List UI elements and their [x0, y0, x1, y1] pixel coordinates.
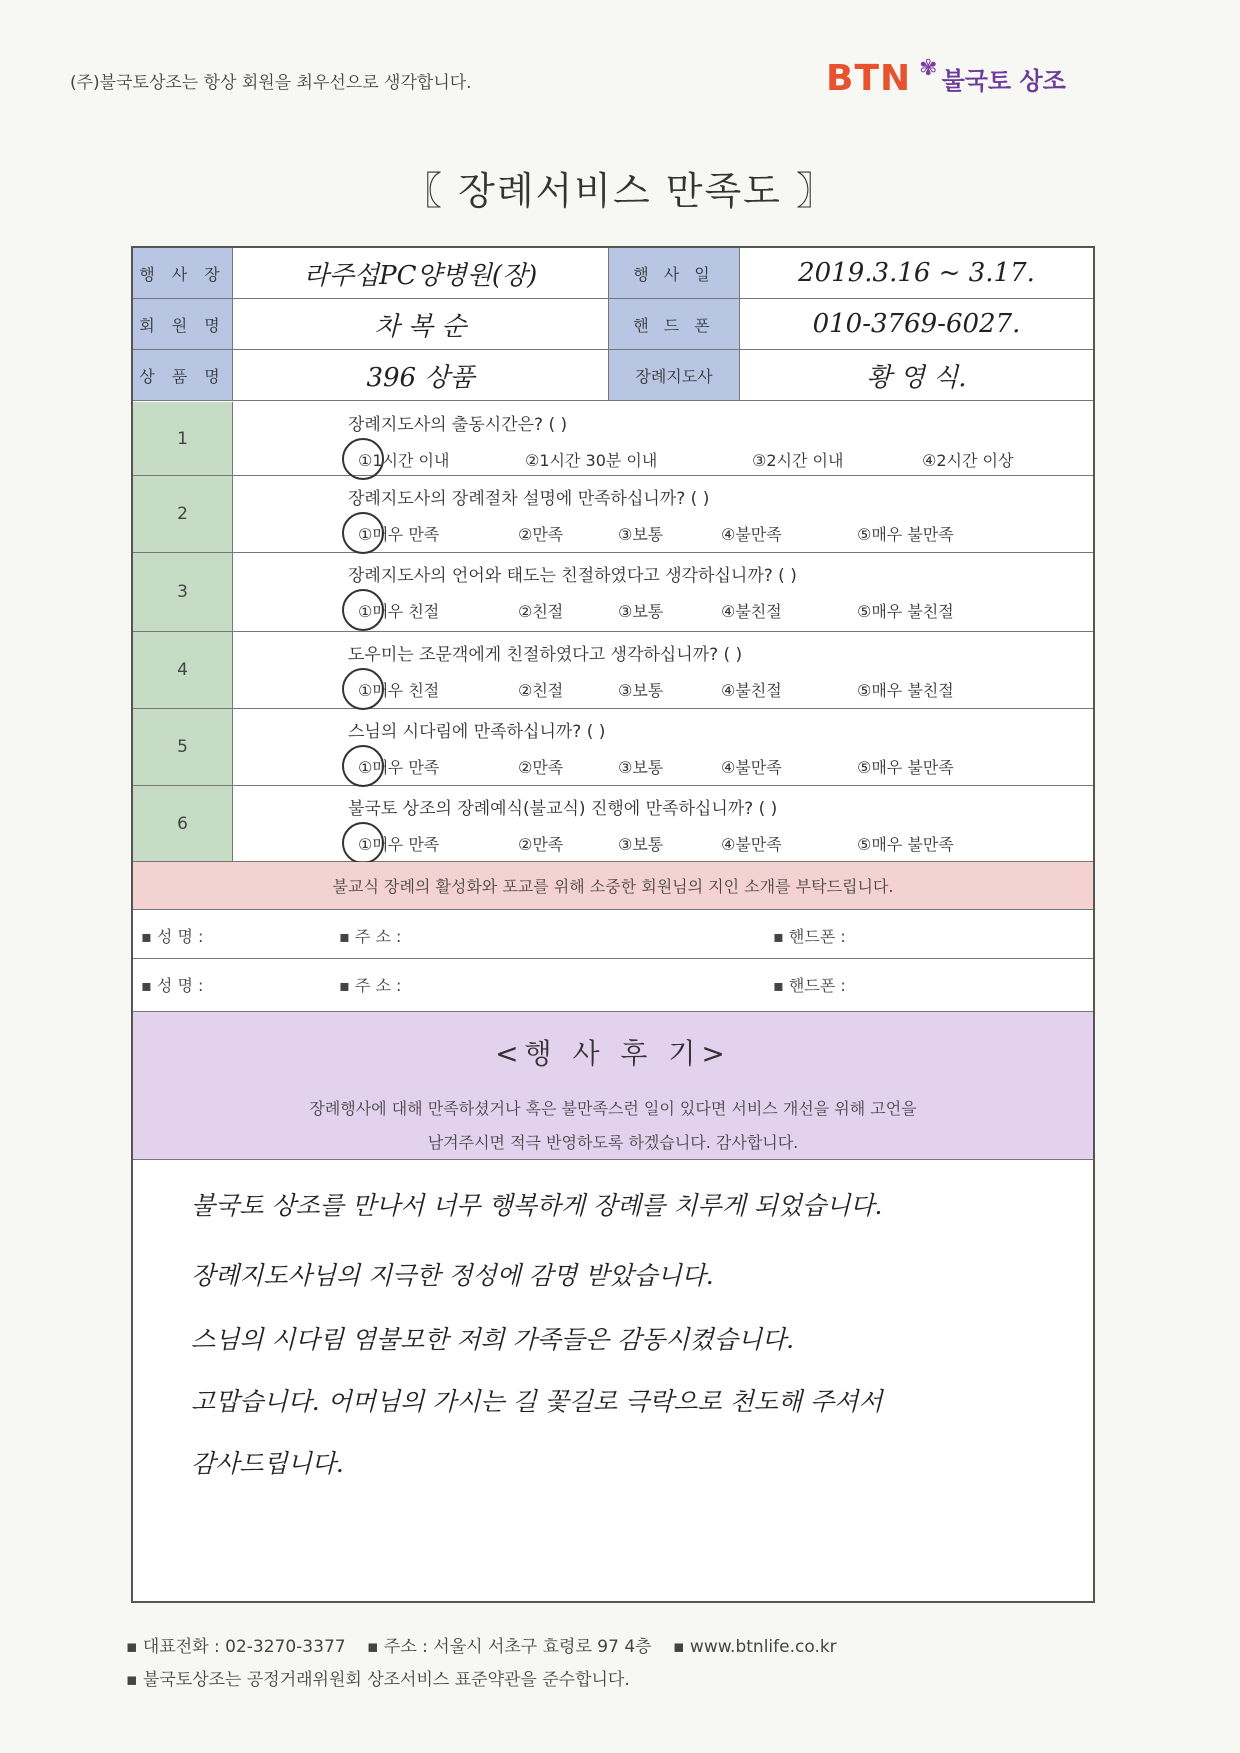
brand-btn-text: BTN: [826, 58, 912, 99]
option-5[interactable]: ⑤매우 불친절: [857, 602, 954, 621]
option-1[interactable]: ①1시간 이내: [358, 451, 450, 470]
option-5[interactable]: ⑤매우 불만족: [857, 758, 954, 777]
question-text: 장례지도사의 장례절차 설명에 만족하십니까? ( ): [348, 489, 710, 509]
question-number: 1: [133, 402, 233, 475]
product-value[interactable]: 396 상품: [233, 350, 609, 400]
venue-label: 행 사 장: [133, 248, 233, 298]
footer-phone: ▪ 대표전화 : 02-3270-3377: [126, 1637, 346, 1657]
option-4[interactable]: ④불만족: [721, 525, 782, 544]
option-3[interactable]: ③보통: [618, 758, 664, 777]
option-4[interactable]: ④불만족: [721, 758, 782, 777]
option-4[interactable]: ④불만족: [721, 835, 782, 854]
director-value[interactable]: 황 영 식.: [866, 362, 967, 393]
question-number: 4: [133, 632, 233, 708]
question-2: [133, 476, 1093, 553]
option-3[interactable]: ③보통: [618, 525, 664, 544]
question-number: 5: [133, 709, 233, 785]
question-options: [358, 599, 954, 622]
footer-website[interactable]: ▪ www.btnlife.co.kr: [672, 1637, 837, 1657]
option-4[interactable]: ④2시간 이상: [922, 451, 1014, 470]
handwritten-review-line-5: 감사드립니다.: [191, 1449, 344, 1478]
option-2[interactable]: ②친절: [518, 681, 564, 700]
option-2[interactable]: ②만족: [518, 758, 564, 777]
option-1[interactable]: ①매우 친절: [358, 602, 440, 621]
review-desc-line-2: 남겨주시면 적극 반영하도록 하겠습니다. 감사합니다.: [427, 1133, 799, 1152]
referral-phone-label: ▪ 핸드폰 :: [773, 976, 846, 995]
venue-value[interactable]: 라주섭PC양병원(장): [233, 248, 609, 298]
question-6: [133, 786, 1093, 862]
referral-name-label: ▪ 성 명 :: [141, 976, 204, 995]
page-title: 〖 장례서비스 만족도 〗: [404, 169, 836, 213]
brand-logo: [826, 58, 1066, 99]
handwritten-review-line-1: 불국토 상조를 만나서 너무 행복하게 장례를 치루게 되었습니다.: [191, 1191, 883, 1220]
question-text: 스님의 시다림에 만족하십니까? ( ): [348, 722, 606, 742]
review-description: [133, 1092, 1093, 1160]
option-5[interactable]: ⑤매우 불만족: [857, 835, 954, 854]
option-1[interactable]: ①매우 만족: [358, 835, 440, 854]
handwritten-review-line-3: 스님의 시다림 염불모한 저희 가족들은 감동시켰습니다.: [191, 1325, 795, 1354]
footer-address: ▪ 주소 : 서울시 서초구 효령로 97 4층: [366, 1637, 652, 1657]
question-4: [133, 632, 1093, 709]
option-4[interactable]: ④불친절: [721, 602, 782, 621]
option-4[interactable]: ④불친절: [721, 681, 782, 700]
director-label: 장례지도사: [609, 350, 740, 400]
option-3[interactable]: ③2시간 이내: [752, 451, 844, 470]
info-row-member: [133, 299, 1093, 350]
referral-banner: 불교식 장례의 활성화와 포교를 위해 소중한 회원님의 지인 소개를 부탁드립니다.: [133, 862, 1093, 910]
option-1[interactable]: ①매우 만족: [358, 525, 440, 544]
info-grid: [133, 248, 1093, 401]
option-3[interactable]: ③보통: [618, 681, 664, 700]
option-5[interactable]: ⑤매우 불만족: [857, 525, 954, 544]
phone-value[interactable]: 010-3769-6027.: [812, 309, 1021, 339]
referral-row-2: [133, 959, 1093, 1012]
brand-name: 불국토 상조: [941, 67, 1066, 95]
member-label: 회 원 명: [133, 299, 233, 349]
survey-form: [131, 246, 1095, 1603]
option-2[interactable]: ②친절: [518, 602, 564, 621]
question-5: [133, 709, 1093, 786]
question-options: [358, 832, 954, 855]
option-3[interactable]: ③보통: [618, 835, 664, 854]
question-number: 6: [133, 786, 233, 861]
date-value[interactable]: 2019.3.16 ~ 3.17.: [798, 258, 1035, 288]
phone-label: 핸 드 폰: [609, 299, 740, 349]
member-value[interactable]: 차 복 순: [233, 299, 609, 349]
footer-contact: [126, 1632, 853, 1657]
question-options: [358, 755, 954, 778]
question-options: [358, 678, 954, 701]
question-options: [358, 522, 954, 545]
handwritten-review-line-2: 장례지도사님의 지극한 정성에 감명 받았습니다.: [191, 1261, 714, 1290]
question-text: 장례지도사의 출동시간은? ( ): [348, 415, 568, 435]
footer-notice: ▪ 불국토상조는 공정거래위원회 상조서비스 표준약관을 준수합니다.: [126, 1670, 630, 1690]
lotus-icon: ✾: [919, 56, 938, 81]
question-text: 장례지도사의 언어와 태도는 친절하였다고 생각하십니까? ( ): [348, 566, 797, 586]
referral-name-label: ▪ 성 명 :: [141, 927, 204, 946]
review-desc-line-1: 장례행사에 대해 만족하셨거나 혹은 불만족스런 일이 있다면 서비스 개선을 위해 고언을: [309, 1099, 917, 1118]
referral-row-1: [133, 910, 1093, 959]
info-row-product: [133, 350, 1093, 401]
question-options: [358, 448, 1013, 471]
date-label: 행 사 일: [609, 248, 740, 298]
handwritten-review-line-4: 고맙습니다. 어머님의 가시는 길 꽃길로 극락으로 천도해 주셔서: [191, 1387, 883, 1416]
option-1[interactable]: ①매우 친절: [358, 681, 440, 700]
option-2[interactable]: ②만족: [518, 835, 564, 854]
question-text: 도우미는 조문객에게 친절하였다고 생각하십니까? ( ): [348, 645, 743, 665]
question-3: [133, 553, 1093, 632]
option-3[interactable]: ③보통: [618, 602, 664, 621]
question-1: [133, 402, 1093, 476]
review-header: [133, 1012, 1093, 1160]
option-2[interactable]: ②1시간 30분 이내: [525, 451, 658, 470]
header-tagline: (주)불국토상조는 항상 회원을 최우선으로 생각합니다.: [70, 73, 472, 93]
referral-address-label: ▪ 주 소 :: [339, 976, 402, 995]
question-number: 2: [133, 476, 233, 552]
option-5[interactable]: ⑤매우 불친절: [857, 681, 954, 700]
product-label: 상 품 명: [133, 350, 233, 400]
info-row-venue: [133, 248, 1093, 299]
question-text: 불국토 상조의 장례예식(불교식) 진행에 만족하십니까? ( ): [348, 799, 778, 819]
question-number: 3: [133, 553, 233, 631]
referral-address-label: ▪ 주 소 :: [339, 927, 402, 946]
referral-phone-label: ▪ 핸드폰 :: [773, 927, 846, 946]
option-2[interactable]: ②만족: [518, 525, 564, 544]
option-1[interactable]: ①매우 만족: [358, 758, 440, 777]
review-title: <행 사 후 기>: [495, 1037, 731, 1070]
